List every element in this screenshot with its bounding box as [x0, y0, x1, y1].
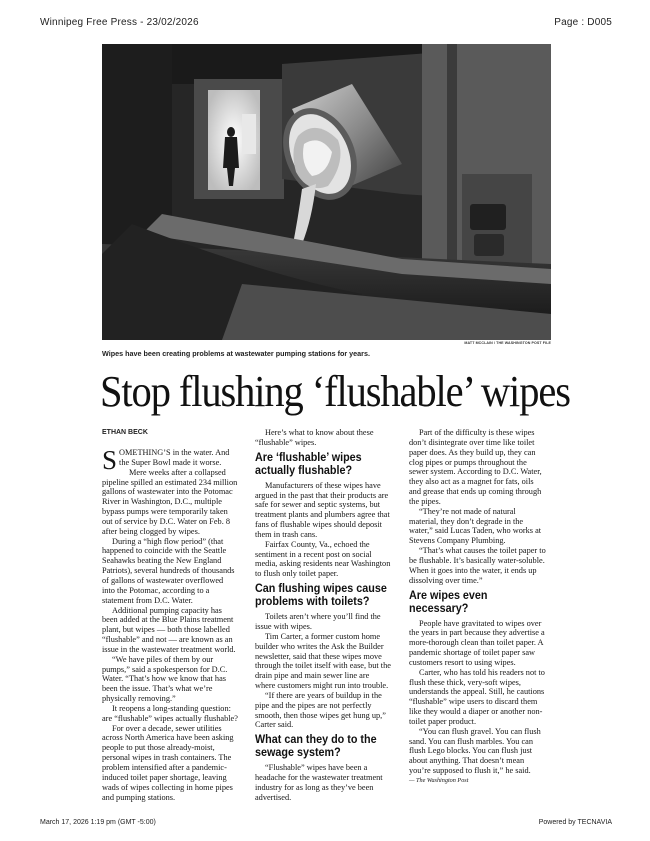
paragraph: “We have piles of them by our pumps,” said a spokesperson for D.C. Water. “That’s how we know that has been the issue. That’s what we’re physically removing.”	[102, 654, 228, 704]
paragraph: Here’s what to know about these “flushable” wipes.	[255, 428, 374, 447]
photo-credit: MATT MCCLAIN / THE WASHINGTON POST FILE	[464, 341, 551, 345]
subhead: What can they do to the sewage system?	[255, 733, 377, 760]
subhead: Are wipes even necessary?	[409, 588, 488, 615]
paragraph: Manufacturers of these wipes have argued in the past that their products are safe for sewer and septic systems, but treatment plants and plumbers agree that fans of flushable wipes should deposit them in trash cans.	[255, 480, 390, 539]
paragraph: Fairfax County, Va., echoed the sentiment in a recent post on social media, asking residents near Washington to flush only toilet paper.	[255, 539, 391, 579]
paragraph: Tim Carter, a former custom home builder who writes the Ask the Builder newsletter, said that these wipes move through the toilet itself with ease, but the drain pipe and main sewer line are where customers might run into trouble.	[255, 631, 391, 691]
edition-header: Winnipeg Free Press - 23/02/2026	[40, 17, 199, 28]
paragraph: During a “high flow period” (that happened to coincide with the Seattle Seahawks beating the New England Patriots), several hundreds of thousands of gallons of wastewater overflowed into the Potomac, according to a statement from D.C. Water.	[102, 536, 235, 605]
paragraph: Carter, who has told his readers not to flush these thick, very-soft wipes, understands the appeal. Still, he cautions “flushable” wipe users to discard them like they would a diaper or another non-toilet paper product.	[409, 667, 545, 726]
paragraph: “That’s what causes the toilet paper to be flushable. It’s basically water-soluble. When it goes into the water, it ends up dissolving over time.”	[409, 546, 546, 585]
paragraph: Part of the difficulty is these wipes don’t disintegrate over time like toilet paper does. As they build up, they can clog pipes or pumps throughout the sewer system. According to D.C. Water, they also act as a magnet for fats, oils and grease that ends up coming through the pipes.	[409, 428, 542, 506]
subhead: Are ‘flushable’ wipes actually flushable?	[255, 450, 362, 477]
paragraph: “You can flush gravel. You can flush sand. You can flush marbles. You can flush Lego blocks. You can flush just about anything. That doesn’t mean you’re supposed to flush it,” he said.	[409, 726, 541, 776]
lead-paragraph: SOMETHING’S in the water. And the Super Bowl made it worse.	[102, 445, 230, 475]
timestamp-footer: March 17, 2026 1:19 pm (GMT -5:00)	[40, 819, 156, 826]
article-column-1	[102, 445, 238, 802]
signoff: — The Washington Post	[409, 777, 469, 784]
paragraph: Mere weeks after a collapsed pipeline spilled an estimated 234 million gallons of wastewater into the Potomac River in Washington, D.C., multiple bypass pumps were temporarily taken out of service by D.C. Water on Feb. 8 after being clogged by wipes.	[102, 467, 238, 536]
page-number: Page : D005	[554, 17, 612, 28]
powered-by-footer: Powered by TECNAVIA	[538, 819, 612, 826]
paragraph: “They’re not made of natural material, they don’t degrade in the water,” said Lucas Taden, who works at Stevens Company Plumbing.	[409, 506, 542, 546]
paragraph: Toilets aren’t where you’ll find the issue with wipes.	[255, 612, 381, 631]
paragraph: “Flushable” wipes have been a headache for the wastewater treatment industry for as long as they’ve been advertised.	[255, 763, 383, 802]
article-column-3	[409, 428, 547, 786]
paragraph: It reopens a long-standing question: are “flushable” wipes actually flushable?	[102, 703, 238, 723]
article-photo	[102, 44, 551, 340]
paragraph: “If there are years of buildup in the pipe and the pipes are not perfectly smooth, then those wipes get hung up,” Carter said.	[255, 690, 386, 730]
paragraph: Additional pumping capacity has been added at the Blue Plains treatment plant, but wipes — both those labelled “flushable” and not — are known as an issue in the wastewater treatment world.	[102, 605, 236, 654]
paragraph: People have gravitated to wipes over the years in part because they advertise a more-thorough clean than toilet paper. A pandemic shortage of toilet paper saw customers resort to using wipes.	[409, 618, 545, 667]
photo-caption: Wipes have been creating problems at wastewater pumping stations for years.	[102, 349, 370, 358]
dropcap: S	[102, 445, 118, 475]
byline: ETHAN BECK	[102, 429, 148, 436]
wastewater-pipe-photo	[102, 44, 551, 340]
subhead: Can flushing wipes cause problems with toilets?	[255, 582, 387, 609]
article-column-2	[255, 428, 391, 803]
article-headline: Stop flushing ‘flushable’ wipes	[100, 367, 570, 416]
paragraph: For over a decade, sewer utilities across North America have been asking people to put those already-moist, personal wipes in trash containers. The problem intensified after a pandemic-induced toilet paper shortage, leaving wads of wipes collecting in home pipes and pumping stations.	[102, 723, 234, 802]
